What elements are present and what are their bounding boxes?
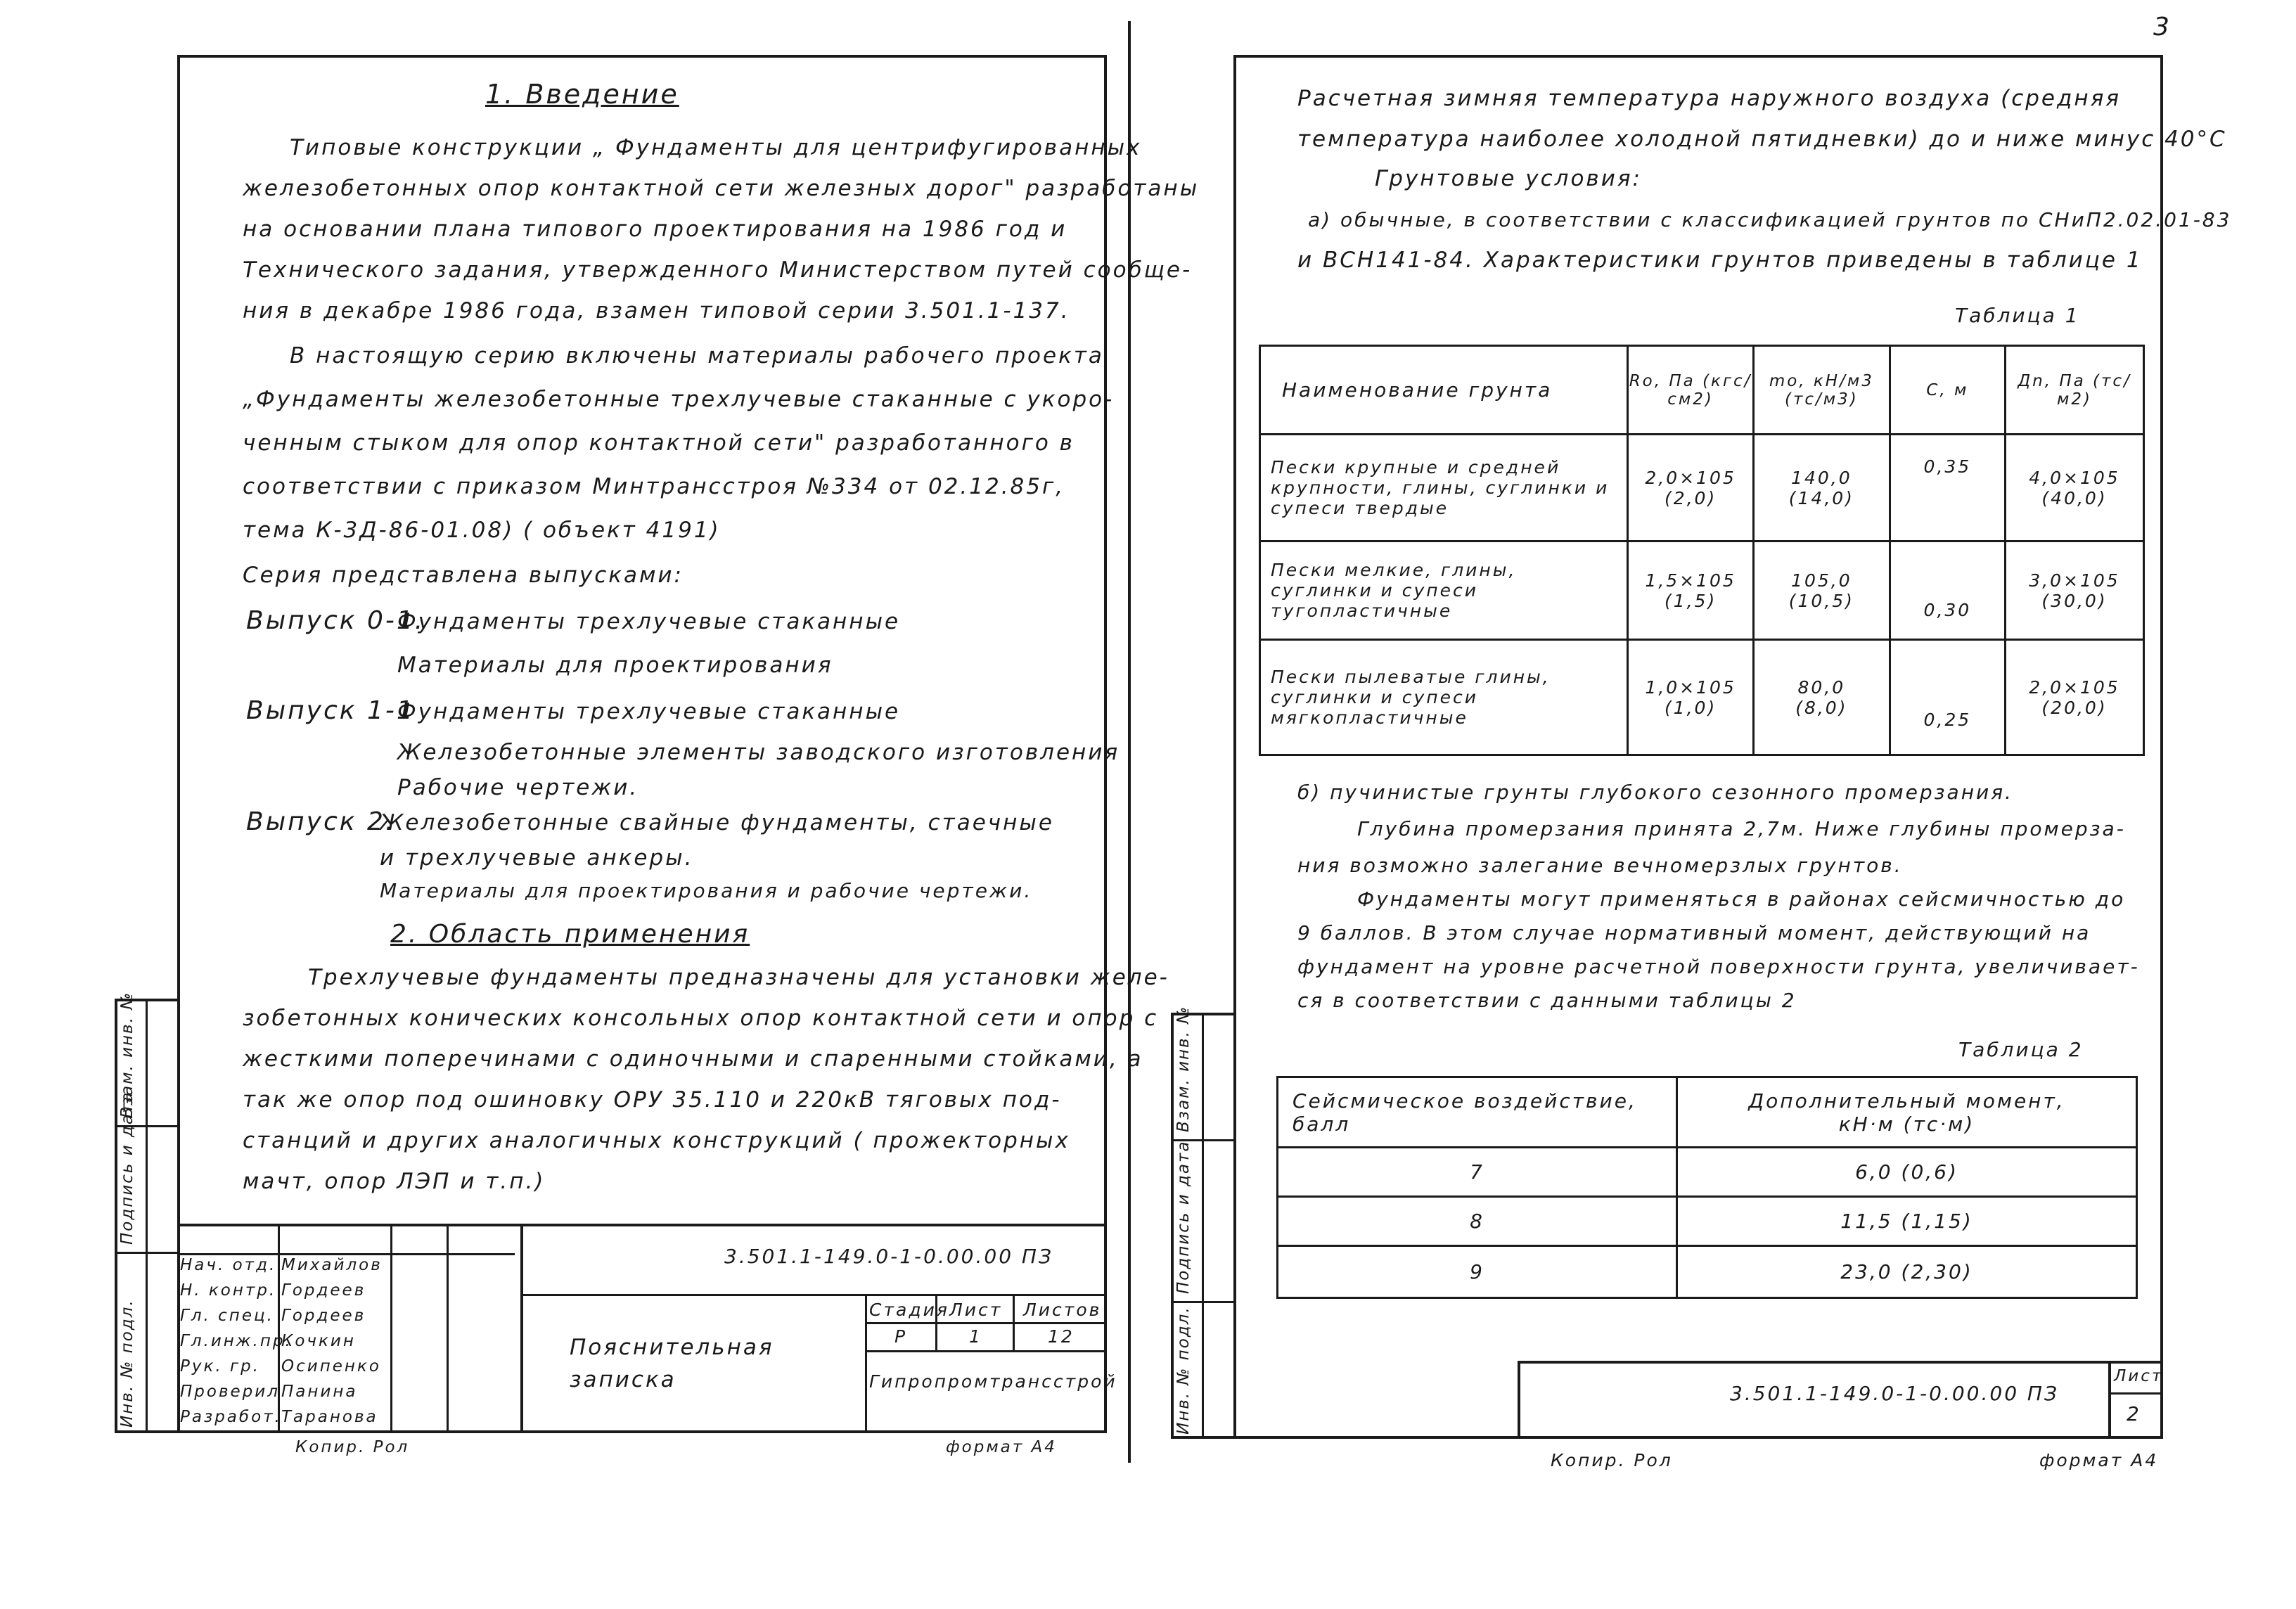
right-stamp-code: 3.501.1-149.0-1-0.00.00 ПЗ [1730, 1382, 2059, 1405]
heading-scope: 2. Область применения [390, 920, 750, 949]
right-sidebar-sign: Подпись и дата [1174, 1140, 1193, 1294]
table-row: Пески крупные и средней крупности, глины, суглинки и супеси твердые 2,0×105 (2,0) 140,0 (14,0) 0,35 4,0×105 (40,0) [1260, 435, 2144, 541]
right-sidebar-inv: Инв. № подл. [1174, 1306, 1193, 1435]
table-row: Пески пылеватые глины, суглинки и супеси мягкопластичные 1,0×105 (1,0) 80,0 (8,0) 0,25 2,0×105 (20,0) [1260, 640, 2144, 755]
table-header-row: Сейсмическое воздействие, балл Дополнительный момент, кН·м (тс·м) [1278, 1077, 2137, 1148]
table-header-row: Наименование грунта Ro, Па (кгс/см2) mo, кН/м3 (тс/м3) С, м Дn, Па (тс/м2) [1260, 346, 2144, 435]
right-footer-format: формат А4 [2039, 1450, 2159, 1470]
stamp-stage-label: Стадия [869, 1300, 949, 1320]
series-intro: Серия представлена выпусками: [243, 563, 684, 588]
table-row: Пески мелкие, глины, суглинки и супеси тугопластичные 1,5×105 (1,5) 105,0 (10,5) 0,30 3,0×105 (30,0) [1260, 541, 2144, 640]
table-row: 8 11,5 (1,15) [1278, 1197, 2137, 1246]
stamp-title-line2: записка [570, 1367, 676, 1392]
stamp-org: Гипропромтрансстрой [869, 1371, 1117, 1392]
left-footer-copy: Копир. Рол [295, 1438, 410, 1456]
right-stamp-sheet-label: Лист [2114, 1367, 2164, 1385]
left-sidebar-vzam: Взам. инв. № [118, 991, 136, 1118]
stamp-sheets-label: Листов [1023, 1300, 1102, 1320]
left-sidebar-inv: Инв. № подл. [118, 1299, 136, 1428]
stamp-title-line1: Пояснительная [570, 1335, 774, 1360]
table1-caption: Таблица 1 [1955, 304, 2080, 327]
issue-label: Выпуск 2. [246, 807, 396, 836]
soil-characteristics-table [1259, 345, 2145, 756]
right-stamp-sheet: 2 [2127, 1402, 2141, 1425]
heading-introduction: 1. Введение [485, 79, 679, 110]
issue-label: Выпуск 0-1. [246, 606, 425, 635]
table-row: 7 6,0 (0,6) [1278, 1148, 2137, 1197]
left-sidebar-sign: Подпись и дата [118, 1091, 136, 1245]
table2-caption: Таблица 2 [1958, 1038, 2084, 1061]
stamp-sheet-label: Лист [949, 1300, 1003, 1320]
right-footer-copy: Копир. Рол [1551, 1450, 1673, 1470]
fold-line [1128, 21, 1131, 1463]
stamp-sheet: 1 [969, 1326, 982, 1347]
right-sidebar-vzam: Взам. инв. № [1174, 1005, 1193, 1132]
issue-label: Выпуск 1-1 [246, 696, 415, 725]
table-row: 9 23,0 (2,30) [1278, 1246, 2137, 1298]
stamp-code: 3.501.1-149.0-1-0.00.00 ПЗ [724, 1245, 1053, 1268]
stamp-stage: Р [894, 1326, 908, 1347]
seismic-moment-table [1276, 1076, 2138, 1299]
page-number: 3 [2153, 13, 2172, 41]
left-footer-format: формат А4 [946, 1438, 1057, 1456]
stamp-sheets: 12 [1048, 1326, 1075, 1347]
